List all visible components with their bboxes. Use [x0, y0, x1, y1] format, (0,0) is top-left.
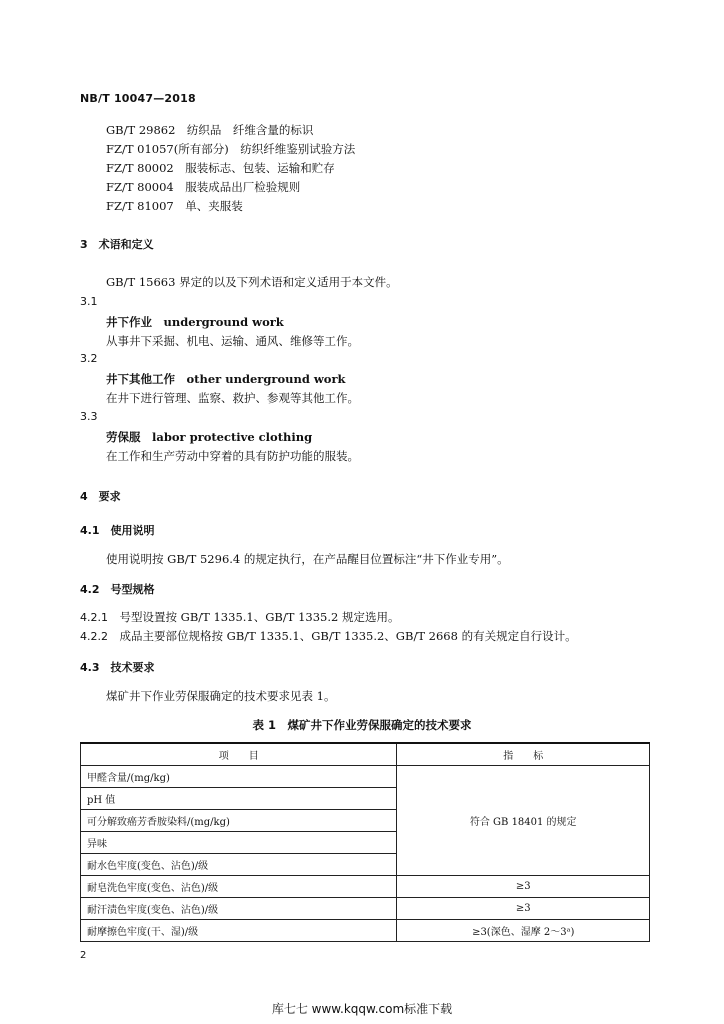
section-number: 4.3	[80, 661, 100, 674]
clause-4-2-2	[80, 628, 577, 644]
clause-text: 成品主要部位规格按 GB/T 1335.1、GB/T 1335.2、GB/T 2668 的有关规定自行设计。	[119, 629, 577, 643]
clause-number: 4.2.2	[80, 630, 108, 643]
section-number: 4.1	[80, 524, 100, 537]
section-number: 4	[80, 490, 88, 503]
reference-title: 纺织品 纤维含量的标识	[186, 123, 314, 137]
page-number: 2	[80, 950, 87, 961]
row-value: ≥3(深色、湿摩 2～3ᵃ)	[397, 920, 650, 942]
table-row	[81, 898, 650, 920]
term-zh: 井下其他工作	[106, 372, 175, 386]
section-4-2-heading	[80, 581, 155, 597]
section-number: 4.2	[80, 583, 100, 596]
document-header: NB/T 10047—2018	[80, 92, 196, 105]
section-title: 技术要求	[110, 661, 155, 674]
term-heading	[106, 429, 312, 445]
term-en: other underground work	[186, 372, 346, 386]
reference-item	[106, 198, 243, 214]
section-4-1-text: 使用说明按 GB/T 5296.4 的规定执行，在产品醒目位置标注“井下作业专用”。	[106, 552, 509, 566]
table-row	[81, 766, 650, 788]
row-item: pH 值	[81, 788, 397, 810]
section-4-heading	[80, 488, 121, 504]
reference-code: GB/T 29862	[106, 123, 176, 137]
reference-title: 服装成品出厂检验规则	[185, 180, 301, 194]
term-definition: 从事井下采掘、机电、运输、通风、维修等工作。	[106, 334, 359, 348]
term-zh: 劳保服	[106, 430, 141, 444]
row-item: 耐皂洗色牢度(变色、沾色)/级	[81, 876, 397, 898]
table-caption: 表 1 煤矿井下作业劳保服确定的技术要求	[252, 718, 472, 732]
reference-item	[106, 141, 355, 157]
term-number: 3.1	[80, 295, 98, 308]
section-4-1-heading	[80, 522, 155, 538]
table-header-row	[81, 743, 650, 766]
reference-code: FZ/T 81007	[106, 199, 174, 213]
section-title: 号型规格	[110, 583, 155, 596]
reference-code: FZ/T 80004	[106, 180, 174, 194]
reference-title: 纺织纤维鉴别试验方法	[240, 142, 356, 156]
term-definition: 在工作和生产劳动中穿着的具有防护功能的服装。	[106, 449, 359, 463]
section-title: 使用说明	[110, 524, 155, 537]
row-item: 异味	[81, 832, 397, 854]
row-item: 耐汗渍色牢度(变色、沾色)/级	[81, 898, 397, 920]
section-4-3-heading	[80, 659, 155, 675]
term-en: underground work	[163, 315, 284, 329]
row-item: 耐摩擦色牢度(干、湿)/级	[81, 920, 397, 942]
term-number: 3.2	[80, 352, 98, 365]
column-header-item: 项 目	[81, 743, 397, 766]
term-heading	[106, 371, 346, 387]
row-item: 可分解致癌芳香胺染料/(mg/kg)	[81, 810, 397, 832]
section-3-heading	[80, 236, 154, 252]
row-item: 耐水色牢度(变色、沾色)/级	[81, 854, 397, 876]
clause-4-2-1	[80, 609, 399, 625]
column-header-index: 指 标	[397, 743, 650, 766]
row-value: ≥3	[397, 876, 650, 898]
term-heading	[106, 314, 284, 330]
requirements-table	[80, 742, 650, 942]
reference-code: FZ/T 80002	[106, 161, 174, 175]
download-watermark: 库七七 www.kqqw.com标准下载	[271, 1002, 453, 1016]
reference-title: 单、夹服装	[185, 199, 243, 213]
term-zh: 井下作业	[106, 315, 152, 329]
table-row	[81, 920, 650, 942]
section-title: 术语和定义	[98, 238, 154, 251]
merged-value-cell: 符合 GB 18401 的规定	[397, 766, 650, 876]
term-number: 3.3	[80, 410, 98, 423]
section-4-3-text: 煤矿井下作业劳保服确定的技术要求见表 1。	[106, 689, 336, 703]
section-title: 要求	[98, 490, 121, 503]
reference-item	[106, 160, 335, 176]
clause-text: 号型设置按 GB/T 1335.1、GB/T 1335.2 规定选用。	[119, 610, 400, 624]
reference-item	[106, 122, 313, 138]
section-number: 3	[80, 238, 88, 251]
reference-item	[106, 179, 300, 195]
row-item: 甲醛含量/(mg/kg)	[81, 766, 397, 788]
reference-title: 服装标志、包装、运输和贮存	[185, 161, 335, 175]
section-3-intro: GB/T 15663 界定的以及下列术语和定义适用于本文件。	[106, 275, 398, 289]
table-row	[81, 876, 650, 898]
clause-number: 4.2.1	[80, 611, 108, 624]
reference-code: FZ/T 01057(所有部分)	[106, 142, 229, 156]
row-value: ≥3	[397, 898, 650, 920]
term-en: labor protective clothing	[152, 430, 313, 444]
term-definition: 在井下进行管理、监察、救护、参观等其他工作。	[106, 391, 359, 405]
